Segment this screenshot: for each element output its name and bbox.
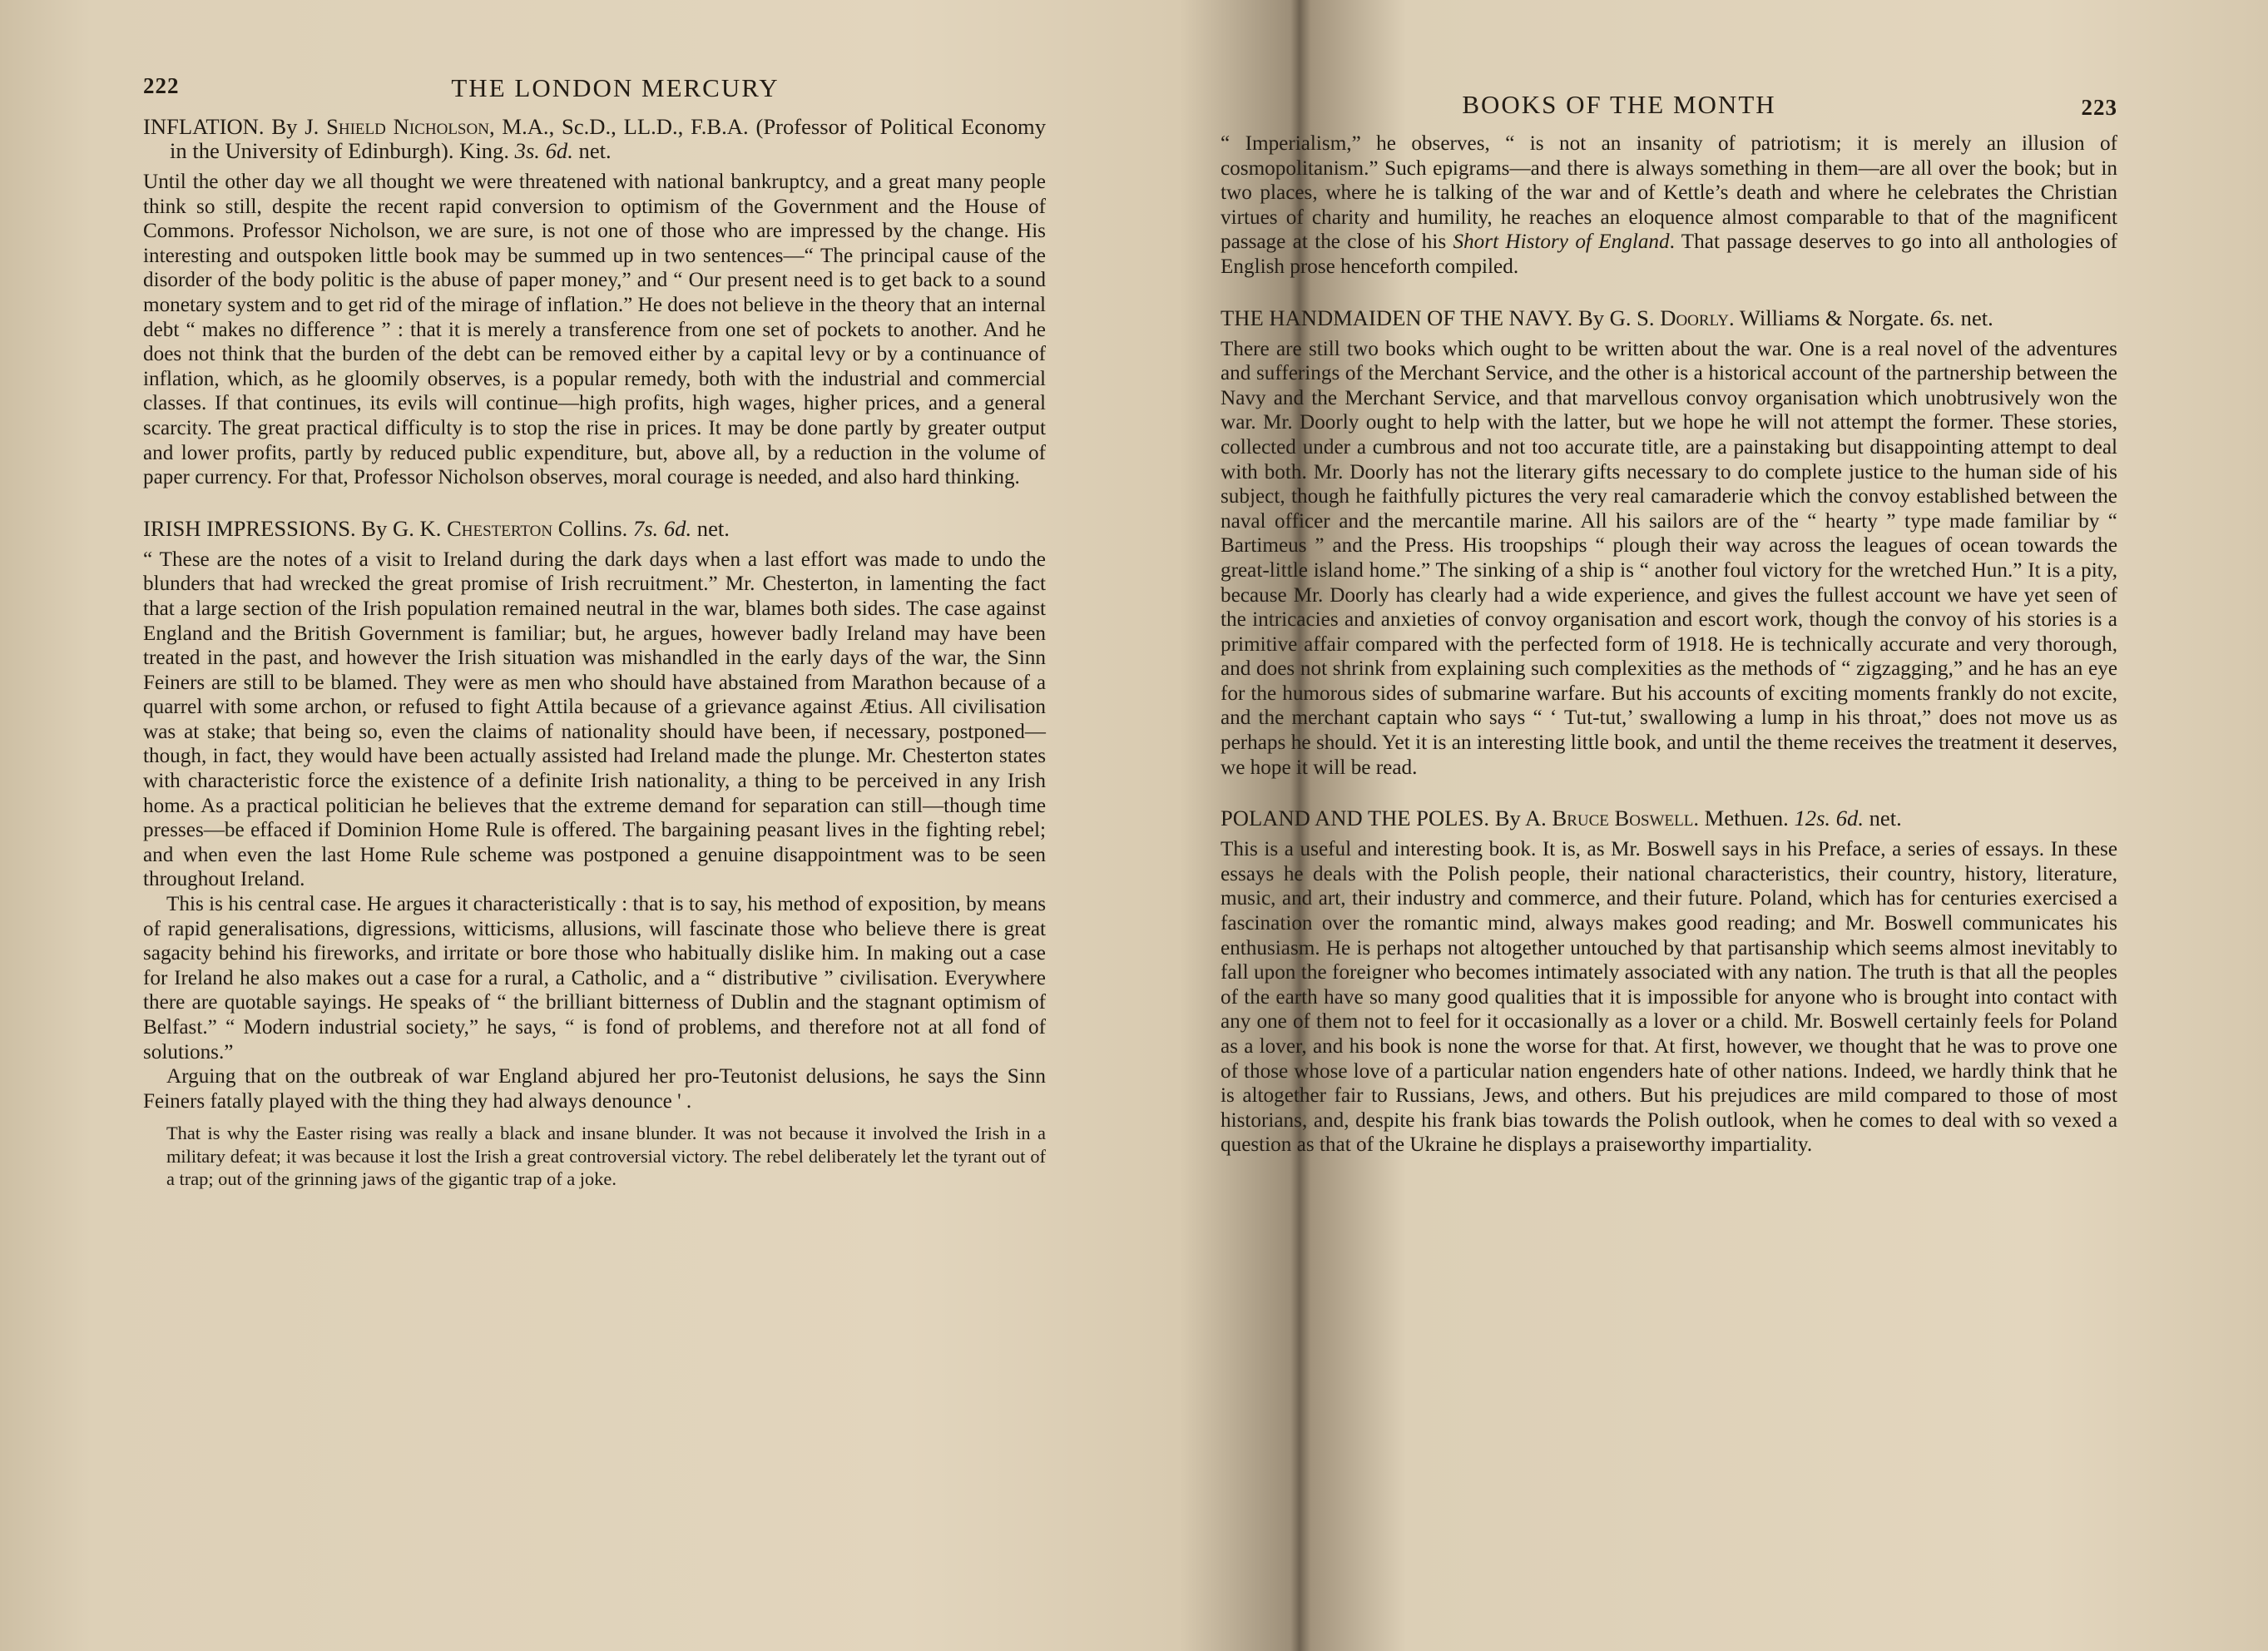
review-paragraph: Arguing that on the outbreak of war England abjured her pro-Teutonist delusions, he says the Sinn Feiners fatally played with the thing they had always denounce ' .	[143, 1065, 1046, 1113]
review-paragraph: There are still two books which ought to be written about the war. One is a real novel of the adventures and sufferings of the Merchant Service, and the other is a historical account of the partnership between the Navy and the Merchant Service, and that marvellous convoy organisation which unobtrusively won the war. Mr. Doorly ought to help with the latter, but we hope he will not attempt the former. These stories, collected under a cumbrous and not too accurate title, are a painstaking but disappointing attempt to deal with both. Mr. Doorly has not the literary gifts necessary to do complete justice to the human side of his subject, though he faithfully pictures the very real camaraderie which the convoy established between the naval officer and the mercantile marine. All his sailors are of the “ hearty ” type made familiar by “ Bartimeus ” and the Press. His troopships “ plough their way across the leagues of ocean towards the great-little island home.” The sinking of a ship is “ another foul victory for the wretched Hun.” It is a pity, because Mr. Doorly has clearly had a wide experience, and gives the fullest account we have yet seen of the intricacies and anxieties of convoy organisation and escort work, though the convoy of his stories is a primitive affair compared with the perfected form of 1918. He is technically accurate and very thorough, and does not shrink from explaining such complexities as the methods of “ zigzagging,” and he has an eye for the humorous sides of submarine warfare. But his accounts of exciting moments frankly do not excite, and the merchant captain who says “ ‘ Tut-tut,’ swallowing a lump in his throat,” does not move us as perhaps he should. Yet it is an interesting little book, and until the theme receives the treatment it deserves, we hope it will be read.	[1221, 337, 2117, 779]
review-paragraph: This is a useful and interesting book. It is, as Mr. Boswell says in his Preface, a series of essays. In these essays he deals with the Polish people, their national characteristics, their country, history, literature, music, and art, their industry and commerce, and their future. Poland, which has for centuries exercised a fascination over the romantic mind, always makes good reading; and Mr. Boswell communicates his enthusiasm. He is perhaps not altogether untouched by that partisanship which seems almost inevitably to fall upon the foreigner who becomes intimately associated with any nation. The truth is that all the peoples of the earth have so many good qualities that it is impossible for anyone who is brought into contact with any one of them not to feel for it occasionally as a lover or a child. Mr. Boswell certainly feels for Poland as a lover, and his book is none the worse for that. At first, however, we thought that he was to prove one of those whose love of a particular nation engenders hate of other nations. Indeed, we hardly think that he is altogether fair to Russians, Jews, and others. But his prejudices are mild compared to those of most historians, and, despite his frank bias towards the Polish outlook, when he comes to deal with so vexed a question as that of the Ukraine he displays a praiseworthy impartiality.	[1221, 838, 2117, 1157]
review-title: IRISH IMPRESSIONS.	[143, 515, 356, 541]
review-paragraph: “ These are the notes of a visit to Ireland during the dark days when a last effort was made to undo the blunders that had wrecked the great promise of Irish recruitment.” Mr. Chesterton, in lamenting the fact that a large section of the Irish population remained neutral in the war, blames both sides. The case against England and the British Government is familiar; but, he argues, however badly Ireland may have been treated in the past, and however the Irish situation was mishandled in the early days of the war, the Sinn Feiners are still to be blamed. They were as men who should have abstained from Marathon because of a quarrel with some archon, or refused to fight Attila because of a grievance against Ætius. All civilisation was at stake; that being so, even the claims of nationality should have been, if necessary, postponed—though, in fact, they would have been actually assisted had Ireland made the plunge. Mr. Chesterton states with characteristic force the existence of a definite Irish nationality, a thing to be perceived in any Irish home. As a practical politician he believes that the extreme demand for separation can still—though time presses—be effaced if Dominion Home Rule is offered. The bargaining peasant lives in the fighting rebel; and when even the last Home Rule scheme was postponed a genuine disappointment was to be seen throughout Ireland.	[143, 548, 1046, 891]
author-suffix: .	[1693, 806, 1699, 831]
author-prefix: By J.	[271, 114, 327, 139]
price-pence: 6d.	[545, 138, 573, 163]
review-heading	[1221, 306, 2117, 330]
running-title: BOOKS OF THE MONTH	[1462, 90, 1776, 119]
block-quote: That is why the Easter rising was really a black and insane blunder. It was not because it involved the Irish in a military defeat; it was because it lost the Irish a great controversial victory. The rebel deliberately let the tyrant out of a trap; out of the grinning jaws of the gigantic trap of a joke.	[166, 1123, 1046, 1190]
review-entry-poland	[1221, 806, 2117, 1158]
review-entry-irish-impressions	[143, 517, 1046, 1191]
publisher: Methuen.	[1704, 806, 1789, 831]
author-name: Bruce Boswell	[1552, 806, 1694, 831]
review-entry-handmaiden	[1221, 306, 2117, 781]
author-name: Doorly	[1660, 305, 1729, 330]
left-page	[143, 0, 1046, 1651]
review-heading	[143, 115, 1046, 163]
book-title-italic: Short History of England	[1453, 231, 1670, 254]
author-prefix: By G. S.	[1577, 305, 1661, 330]
review-heading	[1221, 806, 2117, 830]
review-paragraph: This is his central case. He argues it characteristically : that is to say, his method of exposition, by means of rapid generalisations, digressions, witticisms, allusions, will fascinate those who believe there is great sagacity behind his fireworks, and irritate or bore those who habitually dislike him. In making out a case for Ireland he also makes out a case for a rural, a Catholic, and a “ distributive ” civilisation. Everywhere there are quotable sayings. He speaks of “ the brilliant bitterness of Dublin and the stagnant optimism of Belfast.” “ Modern industrial society,” he says, “ is fond of problems, and therefore not at all fond of solutions.”	[143, 893, 1046, 1063]
right-page	[1221, 0, 2117, 1651]
review-title: THE HANDMAIDEN OF THE NAVY.	[1221, 305, 1573, 330]
author-prefix: By G. K.	[361, 515, 447, 541]
continuation-text	[1221, 131, 2117, 280]
review-title: POLAND AND THE POLES.	[1221, 806, 1490, 831]
price-net: net.	[578, 138, 612, 163]
price-shillings: 3s.	[514, 138, 540, 163]
publisher: Collins.	[557, 515, 628, 541]
price-shillings: 12s.	[1794, 806, 1831, 831]
review-paragraph: Until the other day we all thought we were threatened with national bankruptcy, and a great many people think so still, despite the recent rapid conversion to optimism of the Government and the House of Commons. Professor Nicholson, we are sure, is not one of those who are impressed by the change. His interesting and outspoken little book may be summed up in two sentences—“ The principal cause of the disorder of the body politic is the abuse of paper money,” and “ Our present need is to get back to a sound monetary system and to get rid of the mirage of inflation.” He does not believe in the theory that an internal debt “ makes no difference ” : that it is merely a transference from one set of pockets to another. And he does not think that the burden of the debt can be removed either by a capital levy or by a continuance of inflation, which, as he gloomily observes, is a popular remedy, both with the industrial and commercial classes. If that continues, its evils will continue—high profits, high wages, higher prices, and a general scarcity. The great practical difficulty is to stop the rise in prices. It may be done partly by greater output and lower profits, partly by reduced public expenditure, but, above all, by a reduction in the volume of paper currency. For that, Professor Nicholson observes, moral courage is needed, and also hard thinking.	[143, 171, 1046, 489]
publisher: Williams & Norgate.	[1739, 305, 1925, 330]
author-suffix: .	[1728, 305, 1735, 330]
continuation-paragraph	[1221, 131, 2117, 280]
author-prefix: By A.	[1494, 806, 1552, 831]
price-shillings: 7s.	[632, 515, 659, 541]
author-name: Chesterton	[447, 515, 553, 541]
review-heading	[143, 517, 1046, 541]
price-net: net.	[696, 515, 730, 541]
running-head	[143, 73, 1046, 115]
price-pence: 6d.	[1835, 806, 1864, 831]
page-number: 222	[143, 73, 180, 98]
continuation-after: . That passage deserves to go into all anthologies of English prose henceforth compiled.	[1221, 231, 2117, 278]
price-shillings: 6s.	[1929, 305, 1955, 330]
running-head	[1221, 90, 2117, 131]
price-net: net.	[1960, 305, 1993, 330]
running-title: THE LONDON MERCURY	[451, 73, 780, 102]
author-name: Shield Nicholson	[326, 114, 489, 139]
price-net: net.	[1869, 806, 1902, 831]
price-pence: 6d.	[663, 515, 692, 541]
author-suffix: , M.A., Sc.D., LL.D., F.B.A. (Professor of Political Economy in the University of Edinburgh).	[170, 114, 1046, 163]
review-entry-inflation	[143, 115, 1046, 490]
publisher: King.	[459, 138, 509, 163]
review-title: INFLATION.	[143, 114, 265, 139]
page-number: 223	[2081, 95, 2117, 120]
continuation-before: “ Imperialism,” he observes, “ is not an insanity of patriotism; it is merely an illusion of cosmopolitanism.” Such epigrams—and there is always something in them—are all over the book; but in two places, where he is talking of the war and of Kettle’s death and where he celebrates the Christian virtues of charity and humility, he reaches an eloquence almost comparable to that of the magnificent passage at the close of his	[1221, 132, 2117, 254]
